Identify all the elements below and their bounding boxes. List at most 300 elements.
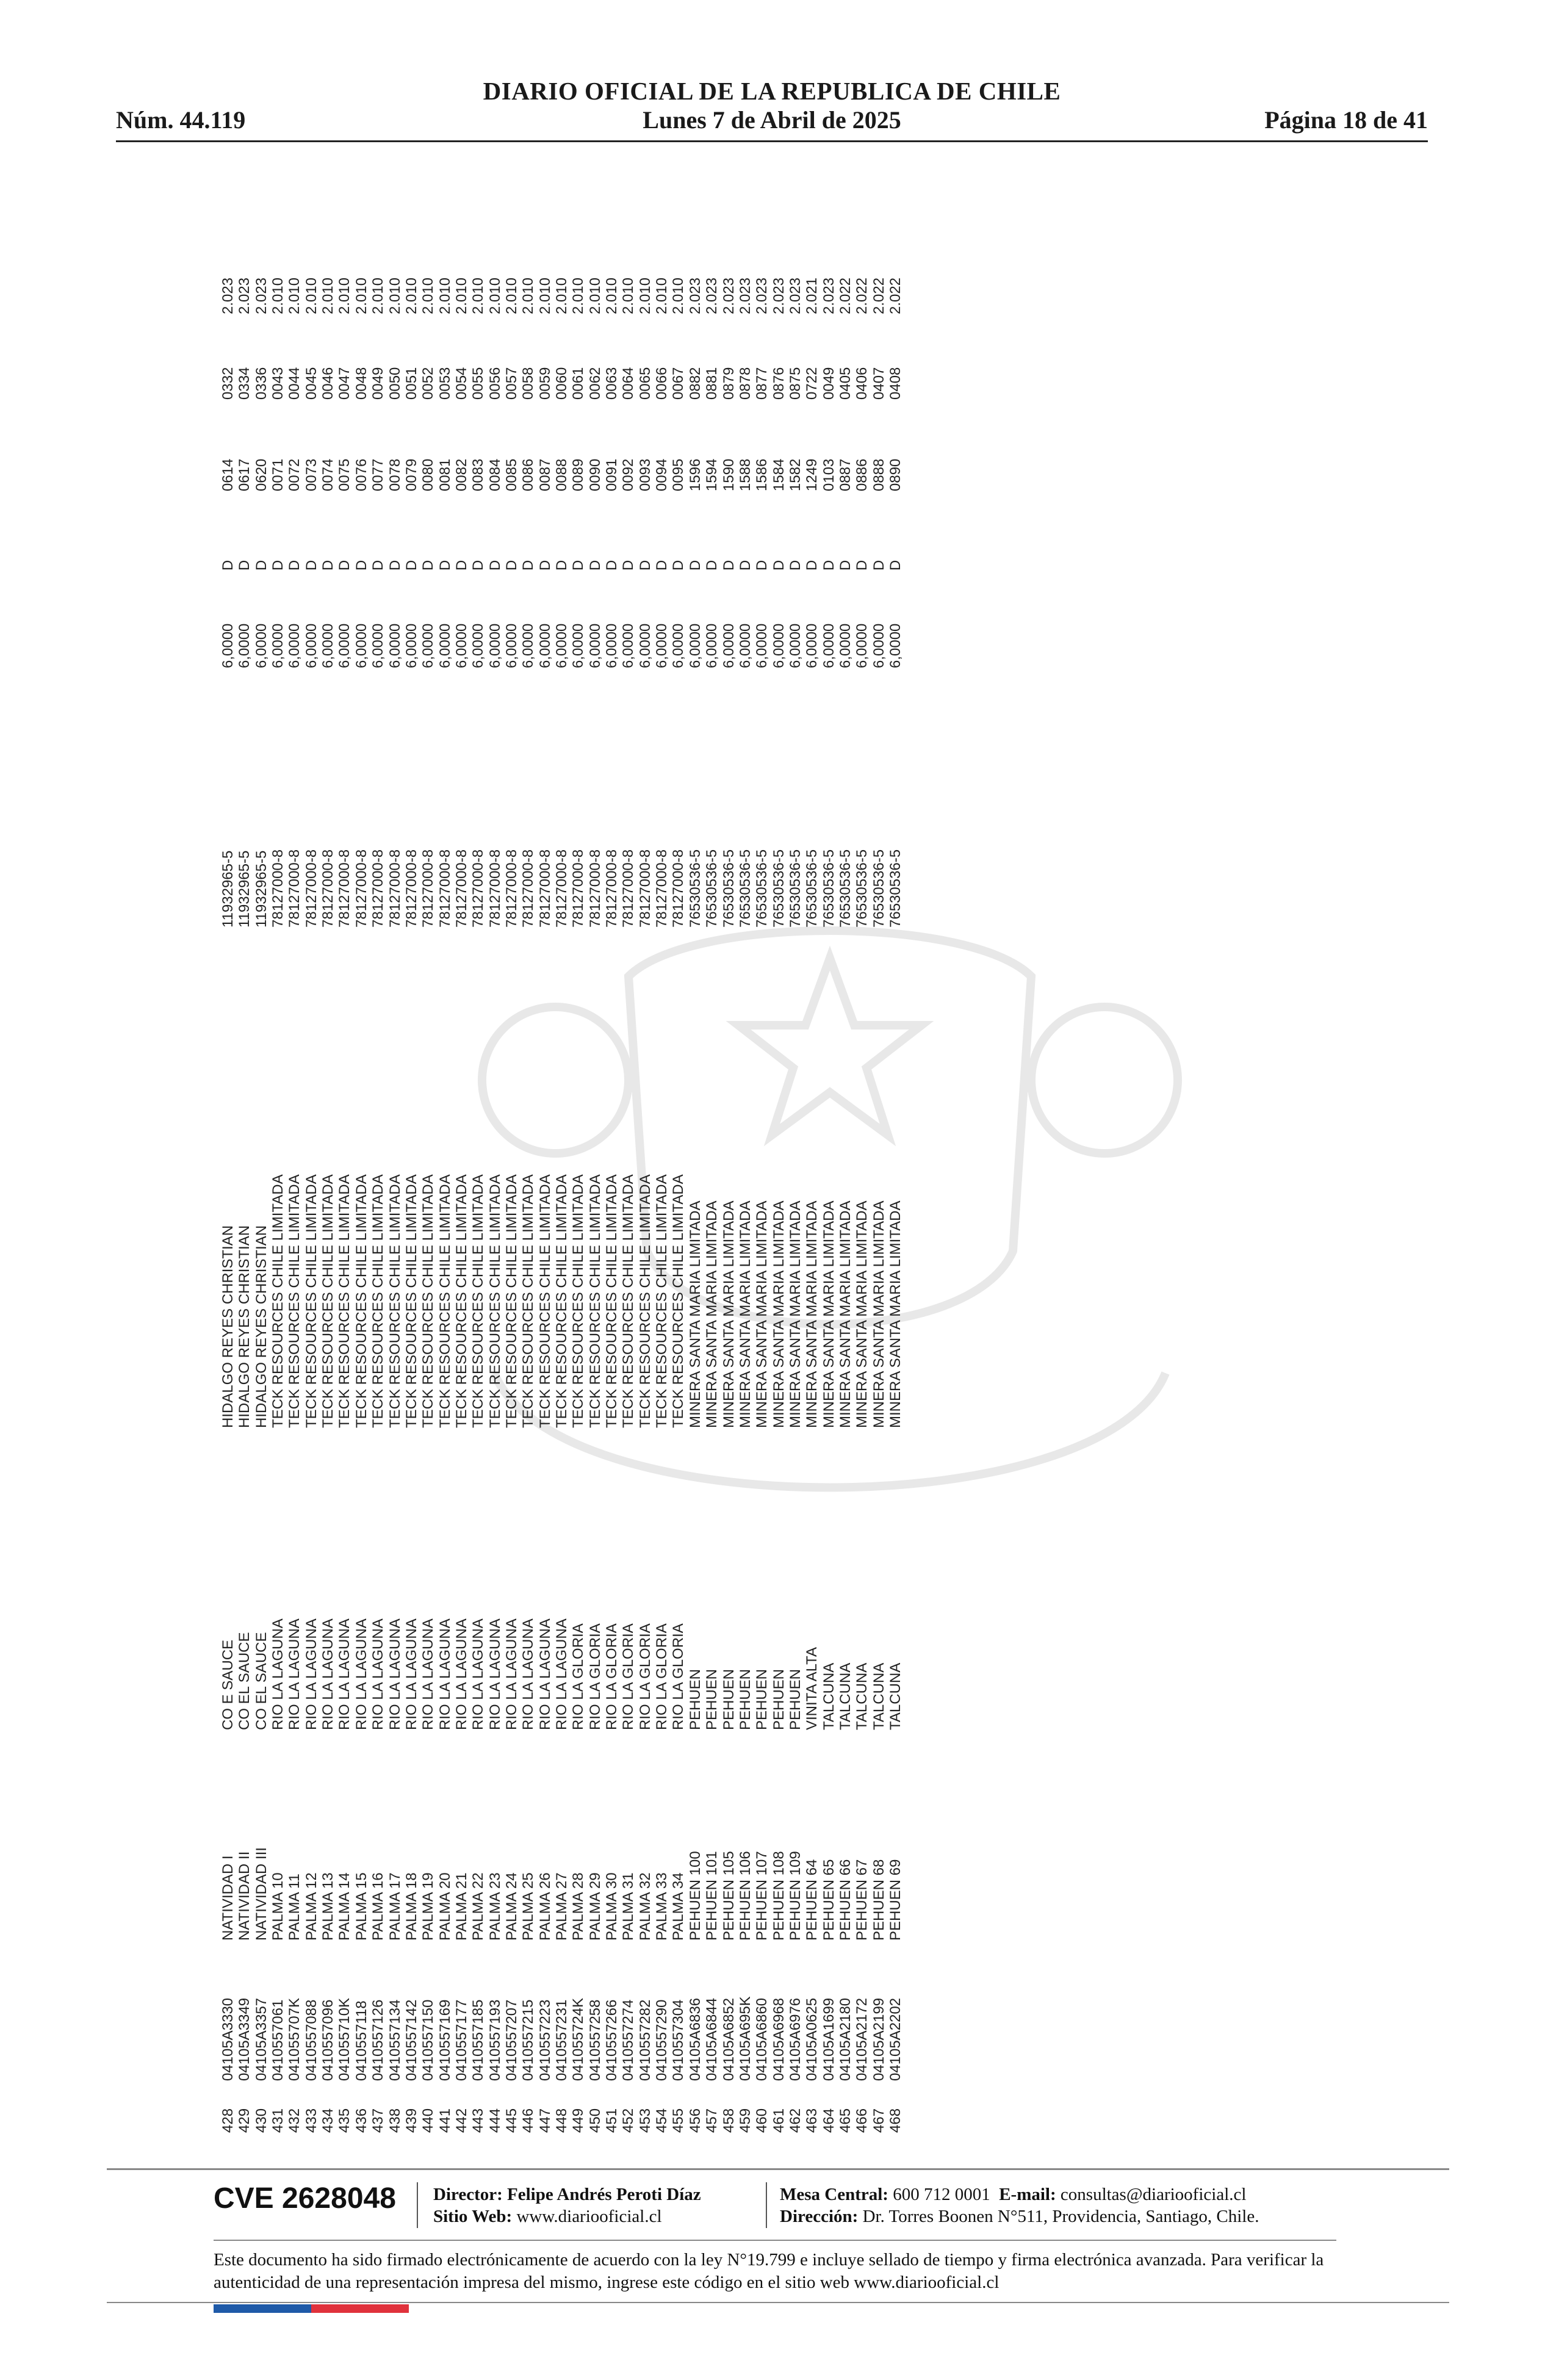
cell-rut: 78127000-8 [636, 849, 654, 928]
cell-foja: 0082 [453, 458, 470, 491]
cell-row-number: 434 [320, 2108, 337, 2133]
cell-row-number: 451 [603, 2108, 621, 2133]
cell-hectares: 6,0000 [253, 623, 270, 668]
cell-number: 0722 [804, 367, 821, 400]
cell-owner: TECK RESOURCES CHILE LIMITADA [553, 1174, 570, 1428]
cell-owner: TECK RESOURCES CHILE LIMITADA [270, 1174, 287, 1428]
cell-row-number: 462 [787, 2108, 804, 2133]
cell-year: 2.010 [353, 277, 370, 314]
cell-type: D [804, 560, 821, 571]
cell-location: RIO LA GLORIA [570, 1623, 587, 1730]
cell-concession-name: PALMA 27 [553, 1872, 570, 1941]
cell-concession-name: PALMA 34 [670, 1872, 687, 1941]
cell-hectares: 6,0000 [787, 623, 804, 668]
cell-rut: 78127000-8 [336, 849, 353, 928]
cell-owner: HIDALGO REYES CHRISTIAN [253, 1225, 270, 1428]
cell-foja: 0620 [253, 458, 270, 491]
cell-number: 0049 [820, 367, 837, 400]
cell-concession-code: 04105A6860 [754, 1997, 771, 2081]
cell-row-number: 440 [420, 2108, 437, 2133]
mesa-phone: 600 712 0001 [893, 2185, 990, 2204]
cell-year: 2.023 [720, 277, 737, 314]
cell-concession-name: PALMA 28 [570, 1872, 587, 1941]
cell-row-number: 467 [870, 2108, 887, 2133]
cell-concession-name: PEHUEN 100 [686, 1851, 704, 1941]
cell-foja: 0079 [403, 458, 420, 491]
cell-owner: TECK RESOURCES CHILE LIMITADA [503, 1174, 520, 1428]
cell-foja: 0080 [420, 458, 437, 491]
cell-foja: 0617 [236, 458, 253, 491]
cell-owner: HIDALGO REYES CHRISTIAN [236, 1225, 253, 1428]
page-number: Página 18 de 41 [1264, 106, 1428, 134]
cell-rut: 76530536-5 [704, 849, 721, 928]
cell-concession-code: 0410557290 [654, 1999, 671, 2081]
cell-foja: 0078 [386, 458, 403, 491]
cell-hectares: 6,0000 [636, 623, 654, 668]
cell-owner: TECK RESOURCES CHILE LIMITADA [470, 1174, 487, 1428]
cell-foja: 0083 [470, 458, 487, 491]
cell-location: PEHUEN [754, 1668, 771, 1730]
cell-concession-name: PEHUEN 108 [770, 1851, 787, 1941]
cell-owner: MINERA SANTA MARIA LIMITADA [704, 1200, 721, 1428]
cell-hectares: 6,0000 [670, 623, 687, 668]
cell-hectares: 6,0000 [370, 623, 387, 668]
cell-rut: 78127000-8 [286, 849, 303, 928]
cell-owner: TECK RESOURCES CHILE LIMITADA [403, 1174, 420, 1428]
cell-concession-code: 04105A2199 [870, 1997, 887, 2081]
cell-owner: TECK RESOURCES CHILE LIMITADA [520, 1174, 537, 1428]
cell-rut: 78127000-8 [654, 849, 671, 928]
cell-rut: 78127000-8 [503, 849, 520, 928]
cell-hectares: 6,0000 [503, 623, 520, 668]
cell-row-number: 465 [837, 2108, 854, 2133]
cell-hectares: 6,0000 [236, 623, 253, 668]
cell-year: 2.010 [553, 277, 570, 314]
cell-row-number: 450 [586, 2108, 603, 2133]
cell-type: D [236, 560, 253, 571]
cell-year: 2.023 [754, 277, 771, 314]
cell-hectares: 6,0000 [720, 623, 737, 668]
cell-foja: 0095 [670, 458, 687, 491]
cell-concession-code: 04105A6976 [787, 1997, 804, 2081]
cell-concession-code: 0410557231 [553, 1999, 570, 2081]
cell-year: 2.023 [253, 277, 270, 314]
cell-foja: 0087 [536, 458, 553, 491]
cell-concession-name: PALMA 30 [603, 1872, 621, 1941]
cell-rut: 78127000-8 [436, 849, 453, 928]
cell-concession-name: PALMA 10 [270, 1872, 287, 1941]
cell-owner: TECK RESOURCES CHILE LIMITADA [303, 1174, 320, 1428]
cell-hectares: 6,0000 [553, 623, 570, 668]
cell-location: PEHUEN [720, 1668, 737, 1730]
cell-type: D [486, 560, 503, 571]
cell-year: 2.022 [887, 277, 904, 314]
cell-row-number: 443 [470, 2108, 487, 2133]
cell-year: 2.022 [870, 277, 887, 314]
cell-year: 2.010 [386, 277, 403, 314]
cell-rut: 78127000-8 [586, 849, 603, 928]
cell-number: 0060 [553, 367, 570, 400]
footer-divider-bottom [107, 2302, 1449, 2303]
cell-type: D [837, 560, 854, 571]
cell-hectares: 6,0000 [220, 623, 236, 668]
cell-concession-name: PALMA 11 [286, 1873, 303, 1941]
cell-concession-code: 0410557215 [520, 1999, 537, 2081]
cell-concession-name: PALMA 32 [636, 1872, 654, 1941]
cell-type: D [503, 560, 520, 571]
cell-year: 2.010 [336, 277, 353, 314]
cell-hectares: 6,0000 [754, 623, 771, 668]
cell-type: D [253, 560, 270, 571]
cell-year: 2.010 [286, 277, 303, 314]
cell-year: 2.023 [770, 277, 787, 314]
cell-foja: 1582 [787, 458, 804, 491]
cell-concession-code: 041055707K [286, 1997, 303, 2081]
cell-concession-code: 04105A2172 [854, 1997, 871, 2081]
cell-year: 2.010 [303, 277, 320, 314]
cell-location: TALCUNA [837, 1662, 854, 1730]
cell-foja: 0073 [303, 458, 320, 491]
cell-type: D [570, 560, 587, 571]
mesa-label: Mesa Central: [780, 2185, 888, 2204]
cell-concession-code: 04105A695K [737, 1996, 754, 2081]
cell-number: 0877 [754, 367, 771, 400]
cell-owner: MINERA SANTA MARIA LIMITADA [737, 1200, 754, 1428]
address-value: Dr. Torres Boonen N°511, Providencia, Santiago, Chile. [862, 2207, 1259, 2226]
cell-year: 2.023 [236, 277, 253, 314]
cell-foja: 0084 [486, 458, 503, 491]
cell-hectares: 6,0000 [286, 623, 303, 668]
cell-type: D [770, 560, 787, 571]
cell-concession-code: 0410557169 [436, 1999, 453, 2081]
cell-row-number: 431 [270, 2108, 287, 2133]
director-label: Director: [433, 2185, 503, 2204]
cell-year: 2.010 [586, 277, 603, 314]
cell-location: PEHUEN [770, 1668, 787, 1730]
cell-rut: 76530536-5 [737, 849, 754, 928]
cell-year: 2.010 [620, 277, 637, 314]
cell-concession-name: NATIVIDAD I [220, 1855, 236, 1941]
cell-location: TALCUNA [820, 1662, 837, 1730]
cell-rut: 78127000-8 [536, 849, 553, 928]
cell-number: 0044 [286, 367, 303, 400]
cell-concession-name: PALMA 20 [436, 1872, 453, 1941]
cell-number: 0876 [770, 367, 787, 400]
cell-location: VINITA ALTA [804, 1646, 821, 1730]
cell-concession-code: 0410557061 [270, 1999, 287, 2081]
cell-type: D [370, 560, 387, 571]
cell-year: 2.023 [686, 277, 704, 314]
cell-concession-name: PEHUEN 105 [720, 1851, 737, 1941]
website-label: Sitio Web: [433, 2207, 513, 2226]
cell-year: 2.023 [787, 277, 804, 314]
cell-concession-code: 04105A3349 [236, 1997, 253, 2081]
footer-divider-top [107, 2168, 1449, 2170]
cell-concession-code: 0410557282 [636, 1999, 654, 2081]
cell-owner: MINERA SANTA MARIA LIMITADA [887, 1200, 904, 1428]
publication-title: DIARIO OFICIAL DE LA REPUBLICA DE CHILE [483, 77, 1061, 105]
cell-location: RIO LA LAGUNA [536, 1618, 553, 1730]
cell-hectares: 6,0000 [686, 623, 704, 668]
cell-year: 2.010 [536, 277, 553, 314]
cell-year: 2.023 [737, 277, 754, 314]
cell-concession-code: 0410557177 [453, 1999, 470, 2081]
cell-type: D [787, 560, 804, 571]
cell-owner: TECK RESOURCES CHILE LIMITADA [620, 1174, 637, 1428]
cell-hectares: 6,0000 [654, 623, 671, 668]
cell-number: 0059 [536, 367, 553, 400]
cell-number: 0043 [270, 367, 287, 400]
cell-number: 0058 [520, 367, 537, 400]
cell-location: RIO LA GLORIA [620, 1623, 637, 1730]
table-row [888, 0, 913, 2380]
cell-number: 0047 [336, 367, 353, 400]
cell-hectares: 6,0000 [403, 623, 420, 668]
cell-concession-name: PEHUEN 66 [837, 1859, 854, 1941]
cell-concession-code: 0410557304 [670, 1999, 687, 2081]
cell-year: 2.010 [420, 277, 437, 314]
cell-type: D [586, 560, 603, 571]
cell-number: 0048 [353, 367, 370, 400]
cell-type: D [670, 560, 687, 571]
cell-owner: MINERA SANTA MARIA LIMITADA [820, 1200, 837, 1428]
cell-type: D [286, 560, 303, 571]
cell-owner: TECK RESOURCES CHILE LIMITADA [570, 1174, 587, 1428]
cell-concession-code: 0410557150 [420, 1999, 437, 2081]
cell-hectares: 6,0000 [536, 623, 553, 668]
cell-location: RIO LA LAGUNA [286, 1618, 303, 1730]
cell-rut: 78127000-8 [470, 849, 487, 928]
cell-row-number: 435 [336, 2108, 353, 2133]
cell-type: D [704, 560, 721, 571]
cell-foja: 1596 [686, 458, 704, 491]
cell-year: 2.010 [453, 277, 470, 314]
cell-foja: 0090 [586, 458, 603, 491]
website-link[interactable]: www.diariooficial.cl [516, 2207, 662, 2226]
cell-hectares: 6,0000 [804, 623, 821, 668]
cell-number: 0053 [436, 367, 453, 400]
flag-band-blue [214, 2304, 311, 2313]
cell-location: TALCUNA [854, 1662, 871, 1730]
footer-separator [417, 2182, 418, 2228]
cell-foja: 0085 [503, 458, 520, 491]
cell-owner: TECK RESOURCES CHILE LIMITADA [670, 1174, 687, 1428]
cell-foja: 0091 [603, 458, 621, 491]
cell-year: 2.010 [503, 277, 520, 314]
cell-owner: TECK RESOURCES CHILE LIMITADA [286, 1174, 303, 1428]
cell-location: PEHUEN [787, 1668, 804, 1730]
cell-rut: 76530536-5 [787, 849, 804, 928]
cell-location: TALCUNA [887, 1662, 904, 1730]
cell-type: D [270, 560, 287, 571]
cell-number: 0057 [503, 367, 520, 400]
cell-concession-name: PALMA 21 [453, 1872, 470, 1941]
cell-location: TALCUNA [870, 1662, 887, 1730]
cell-rut: 78127000-8 [620, 849, 637, 928]
cell-year: 2.010 [670, 277, 687, 314]
cell-row-number: 452 [620, 2108, 637, 2133]
cell-year: 2.010 [520, 277, 537, 314]
cell-year: 2.010 [470, 277, 487, 314]
cell-rut: 78127000-8 [353, 849, 370, 928]
cell-concession-name: PALMA 25 [520, 1872, 537, 1941]
cell-row-number: 442 [453, 2108, 470, 2133]
cell-concession-name: PALMA 16 [370, 1872, 387, 1941]
cell-concession-name: PALMA 26 [536, 1872, 553, 1941]
cell-owner: MINERA SANTA MARIA LIMITADA [686, 1200, 704, 1428]
email-link[interactable]: consultas@diariooficial.cl [1060, 2185, 1247, 2204]
cell-year: 2.021 [804, 277, 821, 314]
cell-concession-name: PALMA 23 [486, 1872, 503, 1941]
cell-concession-code: 0410557096 [320, 1999, 337, 2081]
cell-owner: MINERA SANTA MARIA LIMITADA [870, 1200, 887, 1428]
cell-foja: 0077 [370, 458, 387, 491]
cell-rut: 78127000-8 [553, 849, 570, 928]
cell-concession-code: 0410557258 [586, 1999, 603, 2081]
cell-rut: 78127000-8 [370, 849, 387, 928]
cell-hectares: 6,0000 [820, 623, 837, 668]
cell-row-number: 447 [536, 2108, 553, 2133]
cell-year: 2.010 [636, 277, 654, 314]
cell-rut: 78127000-8 [520, 849, 537, 928]
cell-concession-code: 0410557223 [536, 1999, 553, 2081]
cell-owner: TECK RESOURCES CHILE LIMITADA [370, 1174, 387, 1428]
cell-rut: 76530536-5 [870, 849, 887, 928]
cell-rut: 76530536-5 [854, 849, 871, 928]
cell-concession-name: PEHUEN 64 [804, 1859, 821, 1941]
cell-hectares: 6,0000 [353, 623, 370, 668]
cell-rut: 78127000-8 [320, 849, 337, 928]
cell-concession-code: 0410557274 [620, 1999, 637, 2081]
cell-row-number: 454 [654, 2108, 671, 2133]
cell-row-number: 439 [403, 2108, 420, 2133]
cell-foja: 0071 [270, 458, 287, 491]
cell-type: D [336, 560, 353, 571]
cell-rut: 11932965-5 [253, 850, 270, 928]
cell-number: 0878 [737, 367, 754, 400]
cell-location: RIO LA GLORIA [654, 1623, 671, 1730]
cell-type: D [353, 560, 370, 571]
cell-foja: 0072 [286, 458, 303, 491]
cell-year: 2.010 [370, 277, 387, 314]
cell-location: RIO LA LAGUNA [520, 1618, 537, 1730]
cell-foja: 0088 [553, 458, 570, 491]
cell-number: 0881 [704, 367, 721, 400]
cell-type: D [536, 560, 553, 571]
cell-location: RIO LA LAGUNA [486, 1618, 503, 1730]
cell-concession-name: PALMA 14 [336, 1872, 353, 1941]
cell-number: 0049 [370, 367, 387, 400]
cell-concession-code: 04105A2202 [887, 1997, 904, 2081]
cell-number: 0051 [403, 367, 420, 400]
cell-row-number: 464 [820, 2108, 837, 2133]
cell-location: CO E SAUCE [220, 1639, 236, 1730]
cell-row-number: 458 [720, 2108, 737, 2133]
cell-number: 0882 [686, 367, 704, 400]
cell-foja: 0074 [320, 458, 337, 491]
cell-hectares: 6,0000 [420, 623, 437, 668]
cell-hectares: 6,0000 [837, 623, 854, 668]
cell-number: 0332 [220, 367, 236, 400]
cell-concession-code: 04105A0625 [804, 1997, 821, 2081]
cve-code: CVE 2628048 [214, 2182, 396, 2215]
cell-hectares: 6,0000 [436, 623, 453, 668]
cell-foja: 0888 [870, 458, 887, 491]
cell-concession-name: PALMA 19 [420, 1872, 437, 1941]
cell-hectares: 6,0000 [770, 623, 787, 668]
cell-hectares: 6,0000 [520, 623, 537, 668]
cell-concession-code: 0410557193 [486, 1999, 503, 2081]
cell-concession-name: PALMA 13 [320, 1872, 337, 1941]
cell-rut: 11932965-5 [236, 850, 253, 928]
footer-contact-block [780, 2183, 1259, 2227]
cell-hectares: 6,0000 [737, 623, 754, 668]
cell-owner: MINERA SANTA MARIA LIMITADA [804, 1200, 821, 1428]
cell-year: 2.023 [820, 277, 837, 314]
cell-number: 0045 [303, 367, 320, 400]
cell-foja: 1584 [770, 458, 787, 491]
cell-concession-code: 04105A1699 [820, 1997, 837, 2081]
cell-row-number: 433 [303, 2108, 320, 2133]
cell-location: RIO LA LAGUNA [403, 1618, 420, 1730]
cell-row-number: 438 [386, 2108, 403, 2133]
cell-owner: MINERA SANTA MARIA LIMITADA [754, 1200, 771, 1428]
footer-divider-middle [214, 2240, 1336, 2241]
cell-owner: MINERA SANTA MARIA LIMITADA [720, 1200, 737, 1428]
cell-concession-name: PALMA 18 [403, 1872, 420, 1941]
cell-concession-name: PEHUEN 106 [737, 1851, 754, 1941]
cell-concession-name: PEHUEN 107 [754, 1851, 771, 1941]
cell-concession-name: PEHUEN 65 [820, 1859, 837, 1941]
cell-type: D [553, 560, 570, 571]
cell-concession-name: NATIVIDAD II [236, 1851, 253, 1941]
email-label: E-mail: [999, 2185, 1056, 2204]
cell-rut: 78127000-8 [570, 849, 587, 928]
cell-row-number: 466 [854, 2108, 871, 2133]
cell-rut: 11932965-5 [220, 850, 236, 928]
cell-row-number: 437 [370, 2108, 387, 2133]
cell-foja: 1590 [720, 458, 737, 491]
cell-owner: MINERA SANTA MARIA LIMITADA [837, 1200, 854, 1428]
cell-row-number: 468 [887, 2108, 904, 2133]
cell-owner: TECK RESOURCES CHILE LIMITADA [453, 1174, 470, 1428]
cell-concession-code: 0410557207 [503, 1999, 520, 2081]
cell-type: D [887, 560, 904, 571]
cell-row-number: 463 [804, 2108, 821, 2133]
cell-hectares: 6,0000 [620, 623, 637, 668]
cell-foja: 1249 [804, 458, 821, 491]
cell-number: 0054 [453, 367, 470, 400]
cell-number: 0067 [670, 367, 687, 400]
cell-foja: 0614 [220, 458, 236, 491]
cell-year: 2.010 [436, 277, 453, 314]
cell-number: 0055 [470, 367, 487, 400]
flag-band-red [311, 2304, 409, 2313]
cell-owner: TECK RESOURCES CHILE LIMITADA [436, 1174, 453, 1428]
issue-date: Lunes 7 de Abril de 2025 [643, 106, 901, 134]
cell-number: 0052 [420, 367, 437, 400]
cell-type: D [520, 560, 537, 571]
cell-concession-code: 0410557118 [353, 2000, 370, 2081]
cell-owner: TECK RESOURCES CHILE LIMITADA [353, 1174, 370, 1428]
cell-row-number: 461 [770, 2108, 787, 2133]
cell-hectares: 6,0000 [854, 623, 871, 668]
cell-concession-code: 04105A2180 [837, 1997, 854, 2081]
cell-location: RIO LA LAGUNA [553, 1618, 570, 1730]
cell-year: 2.010 [270, 277, 287, 314]
cell-location: RIO LA LAGUNA [503, 1618, 520, 1730]
cell-owner: TECK RESOURCES CHILE LIMITADA [486, 1174, 503, 1428]
